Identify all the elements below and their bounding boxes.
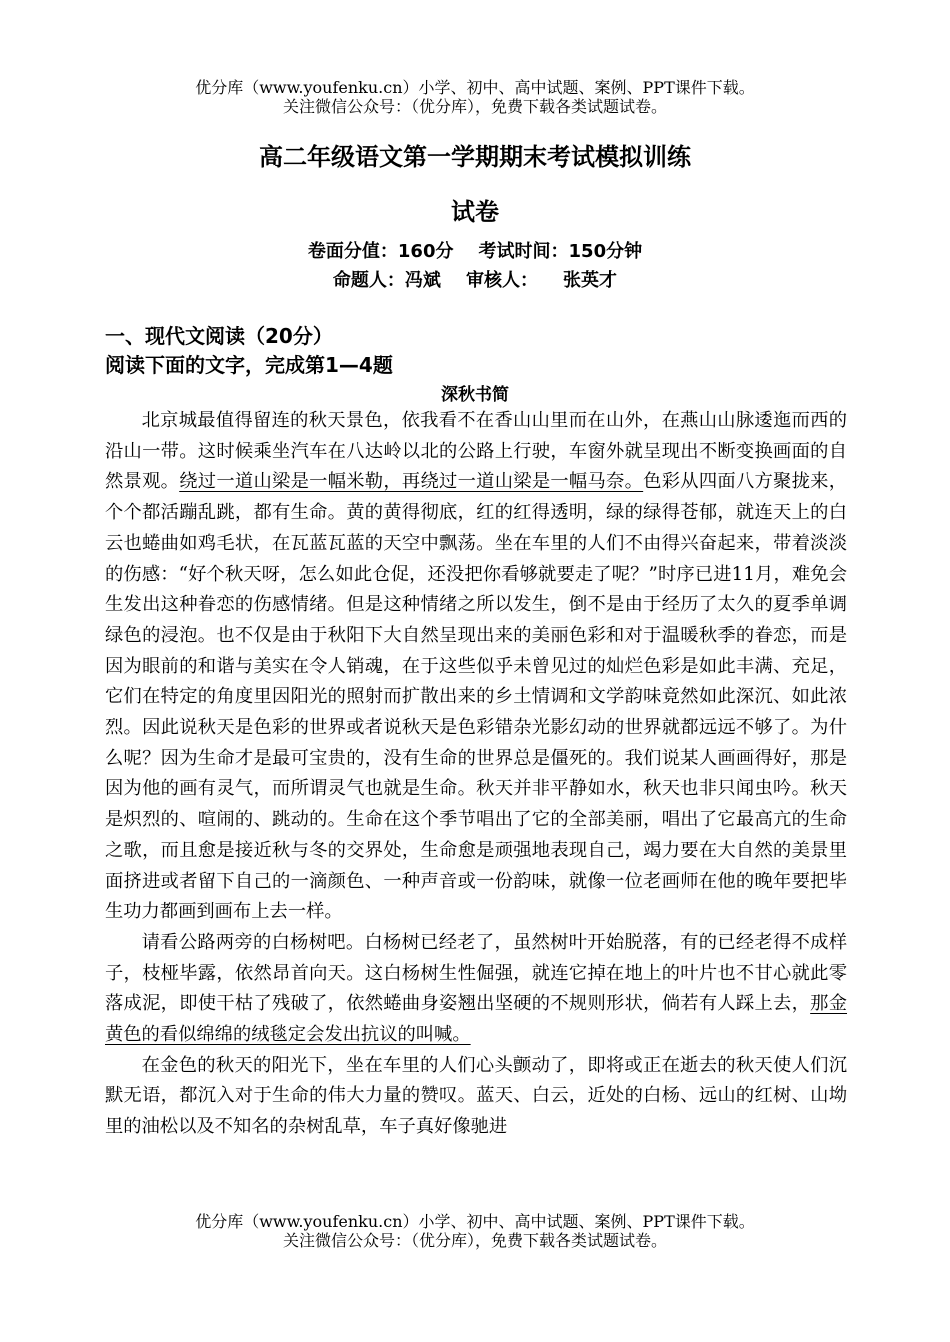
exam-title-line-2: 试卷 (451, 198, 499, 226)
section-instruction: 阅读下面的文字，完成第1—4题 (105, 353, 393, 377)
paragraph-1-text-a: 北京城最值得留连的秋天景色，依我看不在香山山里而在山外，在燕山山脉逶迤而西的沿山一带。这时候乘坐汽车在八达岭以北的公路上行驶，车窗外就呈现出不断变换画面的自然景观。 (105, 410, 847, 493)
footer-line-2: 关注微信公众号：（优分库），免费下载各类试题试卷。 (282, 1231, 667, 1250)
footer-line-1: 优分库（www.youfenku.cn）小学、初中、高中试题、案例、PPT课件下载。 (195, 1212, 755, 1231)
score-time-line: 卷面分值：160分 考试时间：150分钟 (307, 241, 643, 262)
article-body (105, 406, 847, 1143)
paragraph-3: 在金色的秋天的阳光下，坐在车里的人们心头颤动了，即将或正在逝去的秋天使人们沉默无语，都沉入对于生命的伟大力量的赞叹。蓝天、白云，近处的白杨、远山的红树、山坳里的油松以及不知名的杂树乱草，车子真好像驰进 (105, 1054, 847, 1138)
header-line-2: 关注微信公众号：（优分库），免费下载各类试题试卷。 (282, 97, 667, 116)
header-banner (0, 78, 950, 116)
footer-banner (0, 1212, 950, 1250)
section-heading: 一、现代文阅读（20分） (105, 324, 333, 348)
paragraph-1-text-b: 色彩从四面八方聚拢来，个个都活蹦乱跳，都有生命。黄的黄得彻底，红的红得透明，绿的绿得苍郁，就连天上的白云也蜷曲如鸡毛状，在瓦蓝瓦蓝的天空中飘荡。坐在车里的人们不由得兴奋起来，带着淡淡的伤感：“好个秋天呀，怎么如此仓促，还没把你看够就要走了呢？”时序已进11月，难免会生发出这种眷恋的伤感情绪。但是这种情绪之所以发生，倒不是由于经历了太久的夏季单调绿色的浸泡。也不仅是由于秋阳下大自然呈现出来的美丽色彩和对于温暖秋季的眷恋，而是因为眼前的和谐与美实在令人销魂，在于这些似乎未曾见过的灿烂色彩是如此丰满、充足，它们在特定的角度里因阳光的照射而扩散出来的乡土情调和文学韵味竟然如此深沉、如此浓烈。因此说秋天是色彩的世界或者说秋天是色彩错杂光影幻动的世界就都远远不够了。为什么呢？因为生命才是最可宝贵的，没有生命的世界总是僵死的。我们说某人画画得好，那是因为他的画有灵气，而所谓灵气也就是生命。秋天并非平静如水，秋天也非只闻虫吟。秋天是炽烈的、喧闹的、跳动的。生命在这个季节唱出了它的全部美丽，唱出了它最高亢的生命之歌，而且愈是接近秋与冬的交界处，生命愈是顽强地表现自己，竭力要在大自然的美景里面挤进或者留下自己的一滴颜色、一种声音或一份韵味，就像一位老画师在他的晚年要把毕生功力都画到画布上去一样。 (105, 471, 848, 923)
exam-title: 高二年级语文第一学期期末考试模拟训练 (259, 143, 691, 171)
paragraph-2 (105, 928, 847, 1051)
article-title: 深秋书简 (441, 385, 509, 405)
underlined-sentence-2: 那金黄色的看似绵绵的绒毯定会发出抗议的叫喊。 (105, 993, 848, 1046)
paragraph-2-text-a: 请看公路两旁的白杨树吧。白杨树已经老了，虽然树叶开始脱落，有的已经老得不成样子，枝桠毕露，依然昂首向天。这白杨树生性倔强，就连它掉在地上的叶片也不甘心就此零落成泥，即使干枯了残破了，依然蜷曲身姿翘出坚硬的不规则形状，倘若有人踩上去， (105, 931, 847, 1015)
underlined-sentence-1: 绕过一道山梁是一幅米勒，再绕过一道山梁是一幅马奈。 (179, 471, 644, 493)
authors-line: 命题人：冯斌 审核人： 张英才 (332, 270, 618, 291)
header-line-1: 优分库（www.youfenku.cn）小学、初中、高中试题、案例、PPT课件下载。 (195, 78, 755, 97)
paragraph-1 (105, 406, 847, 928)
